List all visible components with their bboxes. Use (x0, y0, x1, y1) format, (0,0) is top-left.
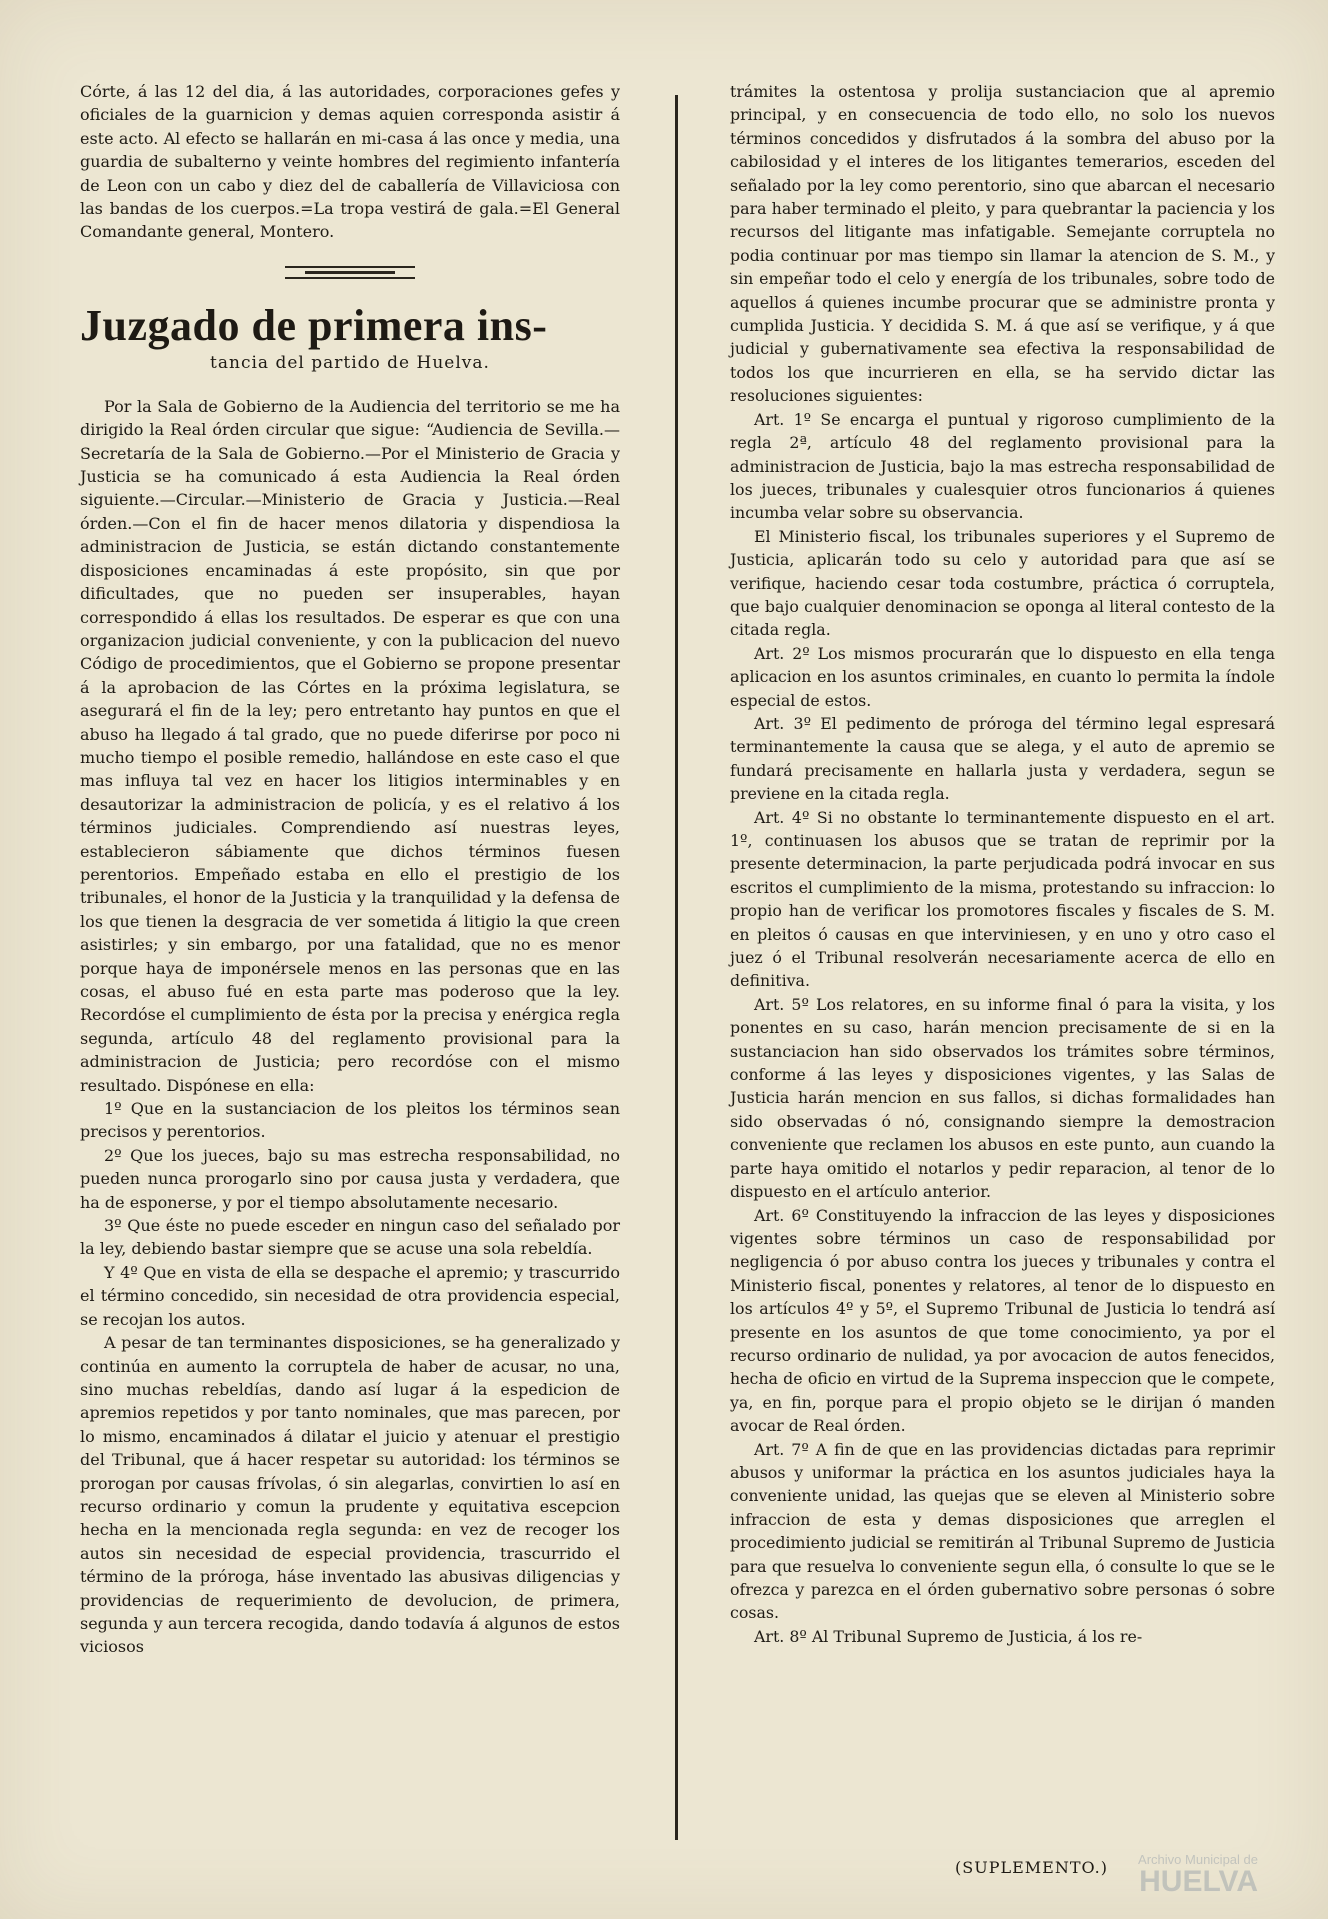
body-paragraph: A pesar de tan terminantes disposiciones, se ha generalizado y continúa en aumento la corruptela de haber de acusar, no una, sino muchas rebeldías, dando así lugar á la espedicion de apremios repetidos y por tanto nominales, que mas parecen, por lo mismo, encaminados á dilatar el juicio y atenuar el prestigio del Tribunal, que á hacer respetar su autoridad: los términos se prorogan por causas frívolas, ó sin alegarlas, convirtien lo así en recurso ordinario y comun la prudente y equitativa escepcion hecha en la mencionada regla segunda: en vez de recoger los autos sin necesidad de especial providencia, trascurrido el término de la próroga, háse inventado las abusivas diligencias y providencias de requerimiento de devolucion, de primera, segunda y aun tercera recogida, dando todavía á algunos de estos viciosos (80, 1333, 620, 1657)
article-6: Art. 6º Constituyendo la infraccion de las leyes y disposiciones vigentes sobre términos un caso de responsabilidad por negligencia ó por abuso contra los jueces y tribunales y contra el Ministerio fiscal, ponentes y relatores, al tenor de lo dispuesto en los artículos 4º y 5º, el Supremo Tribunal de Justicia lo tendrá así presente en los asuntos de que tome conocimiento, ya por el recurso ordinario de nulidad, ya por avocacion de autos fenecidos, hecha de oficio en virtud de la Suprema inspeccion que le compete, ya, en fin, porque para el propio objeto se le dirijan ó manden avocar de Real órden. (730, 1205, 1275, 1436)
body-paragraph: Por la Sala de Gobierno de la Audiencia del territorio se me ha dirigido la Real órden circular que sigue: “Audiencia de Sevilla.—Secretaría de la Sala de Gobierno.—Por el Ministerio de Gracia y Justicia se ha comunicado á esta Audiencia la Real órden siguiente.—Circular.—Ministerio de Gracia y Justicia.—Real órden.—Con el fin de hacer menos dilatoria y dispendiosa la administracion de Justicia, se están dictando constantemente disposiciones encaminadas á este propósito, sin que por dificultades, que no pueden ser insuperables, hayan correspondido á ellas los resultados. De esperar es que con una organizacion judicial conveniente, y con la publicacion del nuevo Código de procedimientos, que el Gobierno se propone presentar á la aprobacion de las Córtes en la próxima legislatura, se asegurará el fin de la ley; pero entretanto hay puntos en que el abuso ha llegado á tal grado, que no puede diferirse por poco ni mucho tiempo el posible remedio, hallándose en este caso el que mas influya tal vez en hacer los litigios interminables y en desautorizar la administracion de policía, y es el relativo á los términos judiciales. Comprendiendo así nuestras leyes, establecieron sábiamente que dichos términos fuesen perentorios. Empeñado estaba en ello el prestigio de los tribunales, el honor de la Justicia y la tranquilidad y la defensa de los que tienen la desgracia de ver sometida á litigio la que creen asistirles; y sin embargo, por una fatalidad, que no es menor porque haya de imponérsele menos en las personas que en las cosas, el abuso fué en esta parte mas poderoso que la ley. Recordóse el cumplimiento de ésta por la precisa y enérgica regla segunda, artículo 48 del reglamento provisional para la administracion de Justicia; pero recordóse con el mismo resultado. Dispónese en ella: (80, 396, 620, 1095)
rule-item-4: Y 4º Que en vista de ella se despache el apremio; y trascurrido el término concedido, sin necesidad de otra providencia especial, se recojan los autos. (80, 1262, 620, 1329)
rule-item-1: 1º Que en la sustanciacion de los pleitos los términos sean precisos y perentorios. (80, 1099, 620, 1142)
article-8: Art. 8º Al Tribunal Supremo de Justicia, á los re- (754, 1626, 1143, 1646)
ornamental-divider (285, 266, 415, 279)
article-1-continued: El Ministerio fiscal, los tribunales superiores y el Supremo de Justicia, aplicarán todo su celo y autoridad para que así se verifique, haciendo cesar toda costumbre, práctica ó corruptela, que bajo cualquier denominacion se oponga al literal contesto de la citada regla. (730, 526, 1275, 640)
article-7: Art. 7º A fin de que en las providencias dictadas para reprimir abusos y uniformar la práctica en los asuntos judiciales haya la conveniente unidad, las quejas que se eleven al Ministerio sobre infraccion de esta y demas disposiciones que arreglen el procedimiento judicial se remitirán al Tribunal Supremo de Justicia para que resuelva lo conveniente segun ella, ó consulte lo que se le ofrezca y parezca en el órden gubernativo sobre personas ó sobre cosas. (730, 1439, 1275, 1623)
intro-paragraph: Córte, á las 12 del dia, á las autoridades, corporaciones gefes y oficiales de la guarnicion y demas aquien corresponda asistir á este acto. Al efecto se hallarán en mi-casa á las once y media, una guardia de subalterno y veinte hombres del regimiento infantería de Leon con un cabo y diez del de caballería de Villaviciosa con las bandas de los cuerpos.=La tropa vestirá de gala.=El General Comandante general, Montero. (80, 82, 620, 242)
rule-item-2: 2º Que los jueces, bajo su mas estrecha responsabilidad, no pueden nunca prorogarlo sino por causa justa y verdadera, que ha de esponerse, y por el tiempo absolutamente necesario. (80, 1145, 620, 1212)
article-2: Art. 2º Los mismos procurarán que lo dispuesto en ella tenga aplicacion en los asuntos criminales, en cuanto lo permita la índole especial de estos. (730, 643, 1275, 710)
article-5: Art. 5º Los relatores, en su informe final ó para la visita, y los ponentes en su caso, harán mencion precisamente de si en la sustanciacion han sido observados los trámites sobre términos, conforme á las leyes y disposiciones vigentes, y las Salas de Justicia harán mencion en sus fallos, si dichas formalidades han sido observadas ó nó, consignando siempre la demostracion conveniente que reclamen los abusos en este punto, aun cuando la parte haya omitido el notarlos y pedir reparacion, al tenor de lo dispuesto en el artículo anterior. (730, 994, 1275, 1202)
watermark-line-2: HUELVA (1139, 1865, 1258, 1898)
section-subtitle: tancia del partido de Huelva. (210, 352, 490, 373)
article-3: Art. 3º El pedimento de próroga del término legal espresará terminantemente la causa que se alega, y el auto de apremio se fundará precisamente en hallarla justa y verdadera, segun se previene en la citada regla. (730, 713, 1275, 804)
article-1: Art. 1º Se encarga el puntual y rigoroso cumplimiento de la regla 2ª, artículo 48 del reglamento provisional para la administracion de Justicia, bajo la mas estrecha responsabilidad de los jueces, tribunales y cualesquier otros funcionarios á quienes incumba velar sobre su observancia. (730, 409, 1275, 523)
right-column (730, 80, 1275, 1648)
column-divider (675, 95, 678, 1840)
watermark-line-1: Archivo Municipal de (1138, 1852, 1258, 1867)
supplement-footer: (SUPLEMENTO.) (955, 1858, 1108, 1877)
left-column (80, 80, 620, 1659)
continuation-paragraph: trámites la ostentosa y prolija sustanciacion que al apremio principal, y en consecuencia de todo ello, no solo los nuevos términos concedidos y disfrutados á la sombra del abuso por la cabilosidad y el interes de los litigantes temerarios, esceden del señalado por la ley como perentorio, sino que abarcan el necesario para haber terminado el pleito, y para quebrantar la paciencia y los recursos del litigante mas infatigable. Semejante corruptela no podia continuar por mas tiempo sin llamar la atencion de S. M., y sin empeñar todo el celo y energía de los tribunales, sobre todo de aquellos á quienes incumbe procurar que se administre pronta y cumplida Justicia. Y decidida S. M. á que así se verifique, y á que judicial y gubernativamente sea efectiva la responsabilidad de todos los que incurrieren en ella, se ha servido dictar las resoluciones siguientes: (730, 82, 1275, 406)
article-4: Art. 4º Si no obstante lo terminantemente dispuesto en el art. 1º, continuasen los abusos que se tratan de reprimir por la presente determinacion, la parte perjudicada podrá invocar en sus escritos el cumplimiento de la misma, protestando su infraccion: lo propio han de verificar los promotores fiscales y fiscales de S. M. en pleitos ó causas en que interviniesen, y en uno y otro caso el juez ó el Tribunal resolverán necesariamente acerca de ello en definitiva. (730, 807, 1275, 991)
section-title: Juzgado de primera ins- (80, 300, 548, 350)
rule-item-3: 3º Que éste no puede esceder en ningun caso del señalado por la ley, debiendo bastar siempre que se acuse una sola rebeldía. (80, 1216, 620, 1259)
